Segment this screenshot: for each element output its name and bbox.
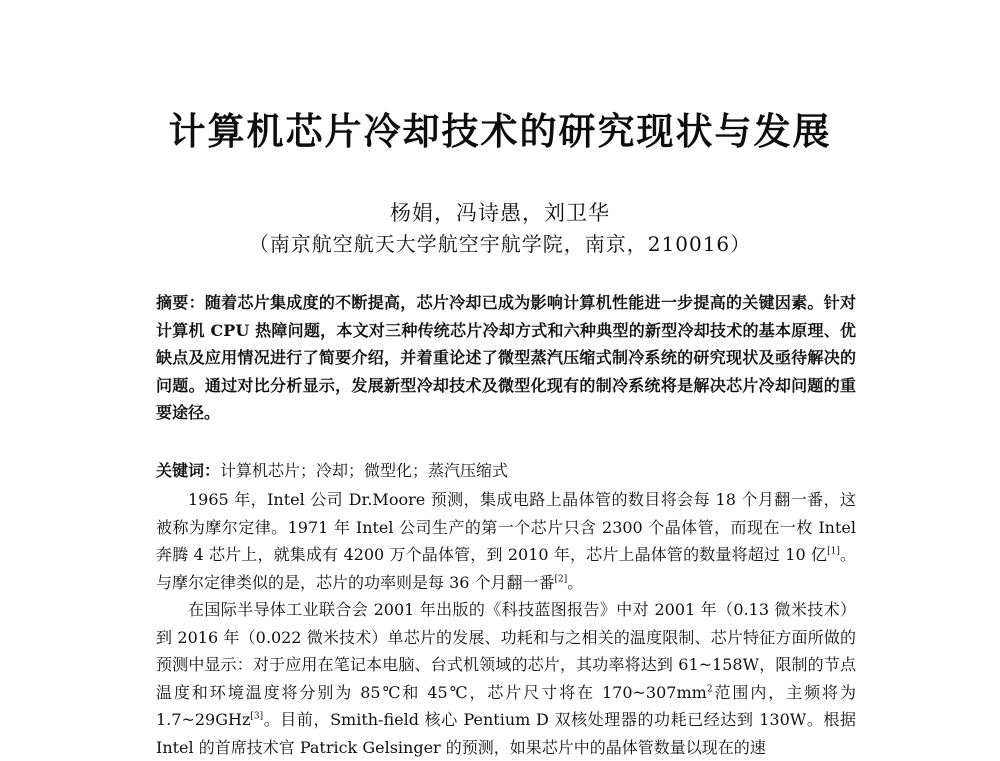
paragraph-1-text-b: 。与摩尔定律类似的是，芯片的功率则是每 36 个月翻一番 [156,545,856,592]
keywords [156,459,856,483]
paragraph-1-text-c: 。 [567,572,584,592]
author-list: 杨娟，冯诗愚，刘卫华 [390,201,610,225]
citation-3: [3] [250,711,264,722]
abstract-label: 摘要： [156,293,205,312]
paragraph-1-text-a: 1965 年，Intel 公司 Dr.Moore 预测，集成电路上晶体管的数目将会每 18 个月翻一番，这被称为摩尔定律。1971 年 Intel 公司生产的第一个芯片只含 2300 个晶体管，而现在一枚 Intel 奔腾 4 芯片上，就集成有 4200 万个晶体管，到 2010 年，芯片上晶体管的数量将超过 10 亿 [156,490,856,564]
abstract-text: 随着芯片集成度的不断提高，芯片冷却已成为影响计算机性能进一步提高的关键因素。针对计算机 CPU 热障问题，本文对三种传统芯片冷却方式和六种典型的新型冷却技术的基本原理、优缺点及应用情况进行了简要介绍，并着重论述了微型蒸汽压缩式制冷系统的研究现状及亟待解决的问题。通过对比分析显示，发展新型冷却技术及微型化现有的制冷系统将是解决芯片冷却问题的重要途径。 [156,293,856,422]
paper-title: 计算机芯片冷却技术的研究现状与发展 [168,110,832,153]
citation-1: [1] [827,546,840,557]
body-text [156,486,856,761]
paragraph-2-text-c: 。目前，Smith-field 核心 Pentium D 双核处理器的功耗已经达到 130W。根据 Intel 的首席技术官 Patrick Gelsinger 的预测，如果芯片中的晶体管数量以现在的速 [156,710,856,757]
paragraph-2-text-a: 在国际半导体工业联合会 2001 年出版的《科技蓝图报告》中对 2001 年（0.13 微米技术）到 2016 年（0.022 微米技术）单芯片的发展、功耗和与之相关的温度限制、芯片特征方面所做的预测中显示：对于应用在笔记本电脑、台式机领域的芯片，其功率将达到 61~158W，限制的节点温度和环境温度将分别为 85℃和 45℃，芯片尺寸将在 170~307mm [156,600,856,702]
author-affiliation: （南京航空航天大学航空宇航学院，南京，210016） [248,232,752,256]
unit-superscript: 2 [706,684,713,695]
citation-2: [2] [554,574,568,585]
body-paragraph-2 [156,596,856,761]
body-paragraph-1 [156,486,856,596]
paragraph-2-text-b: 范围内，主频将为 1.7~29GHz [156,682,856,729]
keywords-label: 关键词： [156,461,221,480]
abstract [156,289,856,427]
keywords-text: 计算机芯片；冷却；微型化；蒸汽压缩式 [220,461,509,480]
